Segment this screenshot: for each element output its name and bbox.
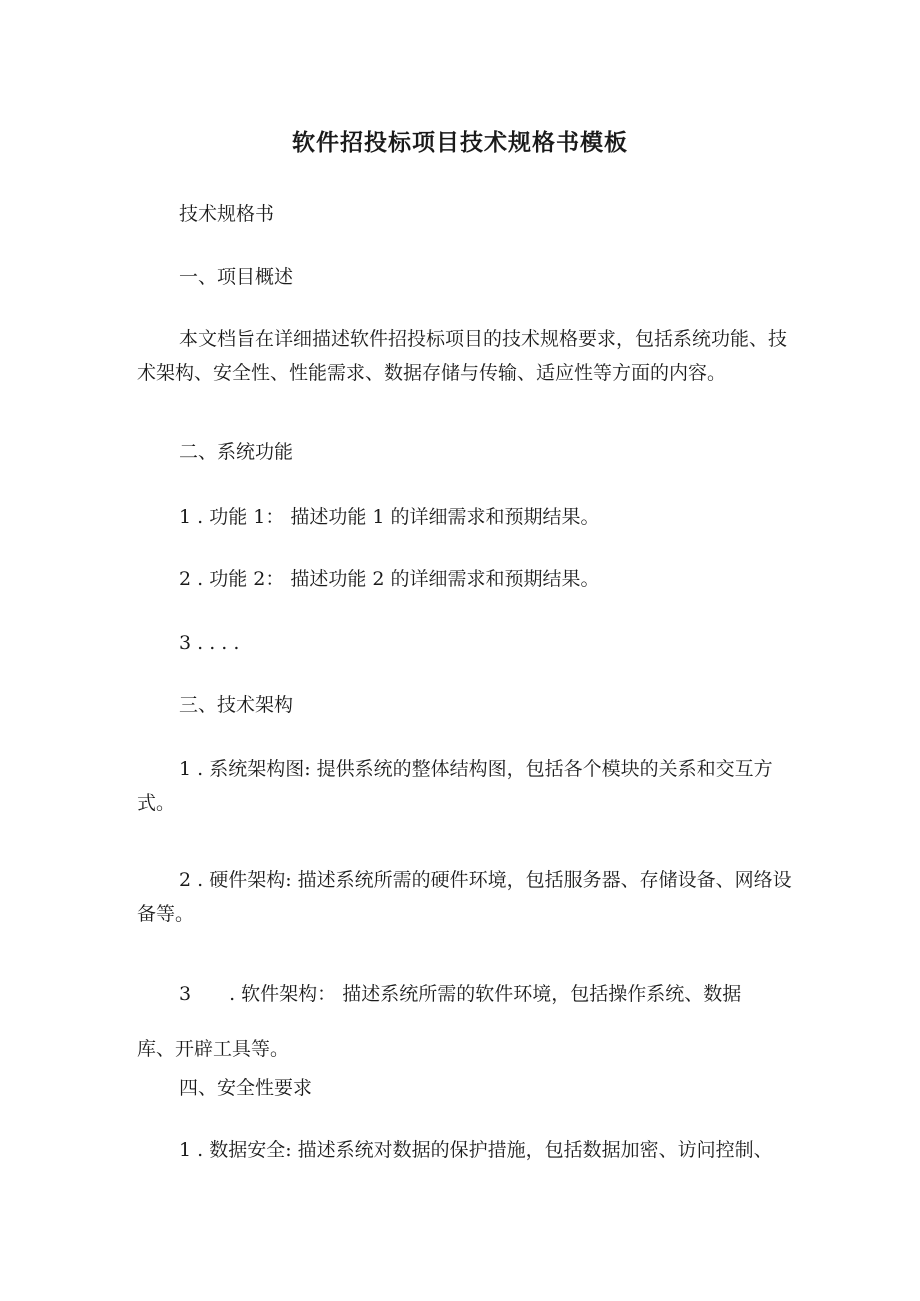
paragraph-subtitle: 技术规格书 xyxy=(179,203,275,225)
list-item-system-architecture: 1 . 系统架构图: 提供系统的整体结构图，包括各个模块的关系和交互方式。 xyxy=(137,758,773,814)
paragraph-overview: 本文档旨在详细描述软件招投标项目的技术规格要求，包括系统功能、技术架构、安全性、性能需求、数据存储与传输、适应性等方面的内容。 xyxy=(137,328,788,384)
list-item-data-security: 1 . 数据安全: 描述系统对数据的保护措施，包括数据加密、访问控制、 xyxy=(179,1139,773,1161)
section-heading-security: 四、安全性要求 xyxy=(179,1077,313,1099)
document-title: 软件招投标项目技术规格书模板 xyxy=(292,130,628,156)
list-item-software-architecture: 3 . 软件架构： 描述系统所需的软件环境，包括操作系统、数据 xyxy=(179,983,742,1005)
list-item-function-2: 2 . 功能 2： 描述功能 2 的详细需求和预期结果。 xyxy=(179,568,600,590)
list-item-function-1: 1 . 功能 1： 描述功能 1 的详细需求和预期结果。 xyxy=(179,506,600,528)
section-heading-functions: 二、系统功能 xyxy=(179,441,294,463)
section-heading-architecture: 三、技术架构 xyxy=(179,694,294,716)
list-item-function-3: 3 . . . . xyxy=(179,632,240,654)
list-item-software-architecture-cont: 库、开辟工具等。 xyxy=(137,1038,290,1060)
section-heading-overview: 一、项目概述 xyxy=(179,266,294,288)
list-item-hardware-architecture: 2 . 硬件架构: 描述系统所需的硬件环境，包括服务器、存储设备、网络设备等。 xyxy=(137,869,792,925)
